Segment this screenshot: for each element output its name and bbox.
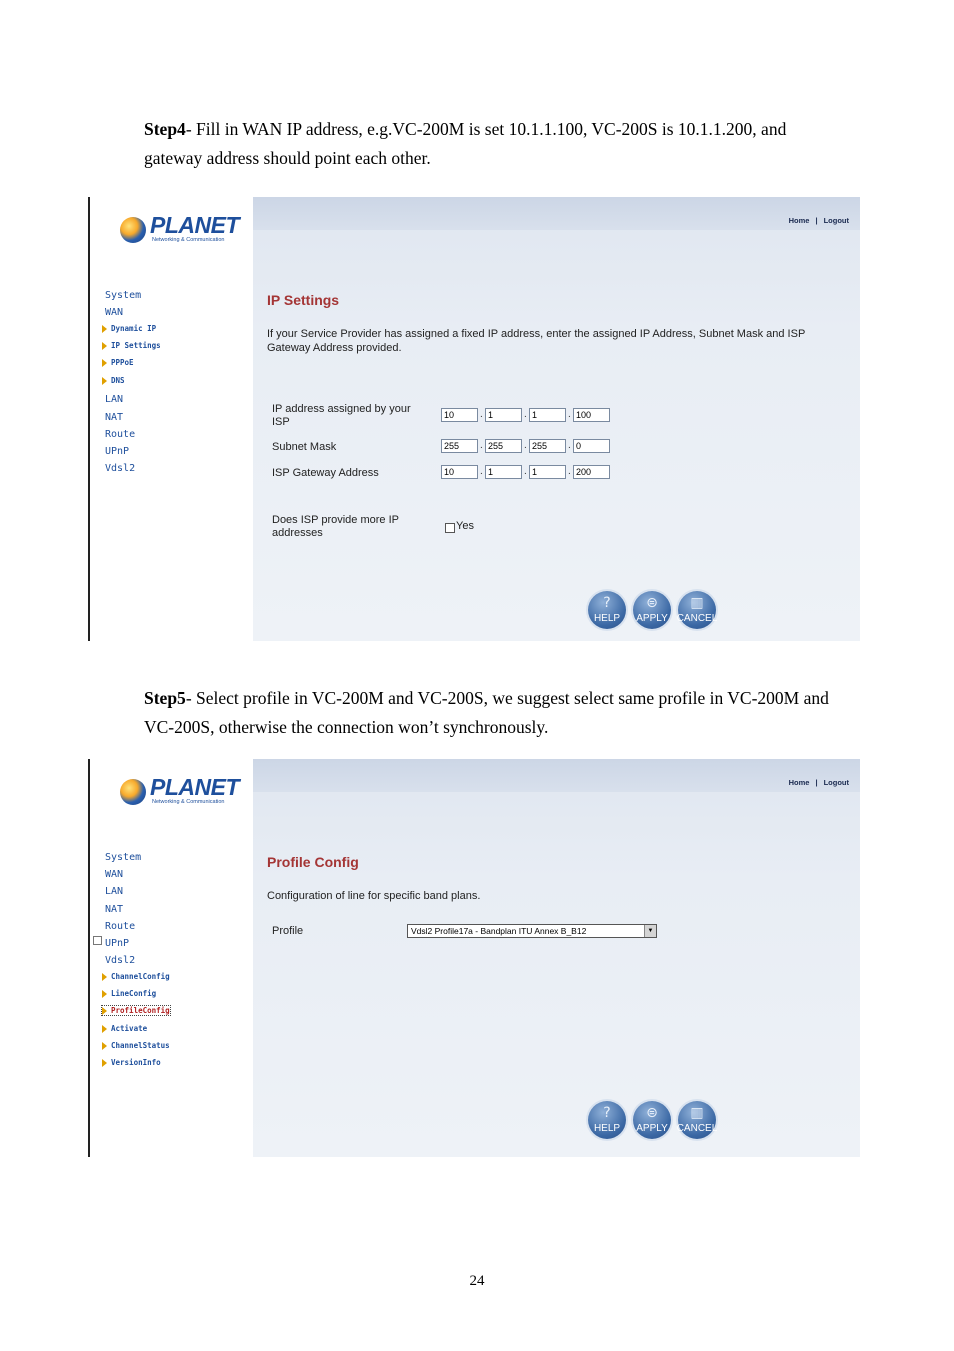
dot: . <box>524 440 527 451</box>
page-number: 24 <box>469 1273 485 1289</box>
nav-line-config[interactable]: LineConfig <box>102 989 156 998</box>
apply-label: APPLY <box>636 1123 668 1134</box>
dot: . <box>568 440 571 451</box>
home-link[interactable]: Home <box>788 778 810 787</box>
cancel-button[interactable] <box>678 1101 716 1139</box>
dot: . <box>480 409 483 420</box>
sidebar <box>90 197 253 641</box>
apply-button[interactable] <box>633 1101 671 1139</box>
help-label: HELP <box>593 1123 621 1134</box>
mask-octet-4[interactable] <box>573 439 610 453</box>
nav-system[interactable]: System <box>105 290 142 301</box>
globe-icon <box>120 217 146 243</box>
nav-lan[interactable]: LAN <box>105 886 124 897</box>
nav-upnp[interactable]: UPnP <box>105 446 130 457</box>
ip-octet-3[interactable] <box>529 408 566 422</box>
page-description: Configuration of line for specific band plans. <box>267 890 481 902</box>
nav-nat[interactable]: NAT <box>105 412 124 423</box>
ip-octet-4[interactable] <box>573 408 610 422</box>
gw-octet-2[interactable] <box>485 465 522 479</box>
logout-link[interactable]: Logout <box>823 216 849 225</box>
profile-label: Profile <box>272 925 304 937</box>
nav-nat[interactable]: NAT <box>105 904 124 915</box>
nav-activate[interactable]: Activate <box>102 1024 147 1033</box>
question-icon: ? <box>603 595 611 611</box>
nav-wan[interactable]: WAN <box>105 869 124 880</box>
top-separator: | <box>815 216 818 225</box>
nav-upnp[interactable]: UPnP <box>105 938 130 949</box>
nav-version-info[interactable]: VersionInfo <box>102 1058 161 1067</box>
profile-config-screenshot <box>88 759 860 1157</box>
top-separator: | <box>815 778 818 787</box>
mask-octet-1[interactable] <box>441 439 478 453</box>
ip-settings-screenshot <box>88 197 860 641</box>
step5-text: - Select profile in VC-200M and VC-200S, we suggest select same profile in VC-200M and VC-200S, otherwise the connection won’t synchronously. <box>144 688 829 737</box>
globe-icon <box>120 779 146 805</box>
planet-logo <box>120 212 239 249</box>
main-panel <box>253 197 860 641</box>
apply-label: APPLY <box>636 613 668 624</box>
planet-logo <box>120 774 239 811</box>
step5-heading: Step5 <box>144 688 186 708</box>
help-button[interactable] <box>588 591 626 629</box>
dot: . <box>524 466 527 477</box>
yes-label: Yes <box>456 520 474 532</box>
apply-icon: ⊜ <box>646 595 658 611</box>
nav-pppoe[interactable]: PPPoE <box>102 358 134 367</box>
page-title: Profile Config <box>267 854 359 870</box>
apply-button[interactable] <box>633 591 671 629</box>
tree-toggle-icon[interactable] <box>93 936 102 945</box>
page-description: If your Service Provider has assigned a fixed IP address, enter the assigned IP Address, Subnet Mask and ISP Gateway Address provided. <box>267 328 806 354</box>
chevron-down-icon[interactable]: ▼ <box>644 925 656 937</box>
nav-route[interactable]: Route <box>105 921 136 932</box>
nav-wan[interactable]: WAN <box>105 307 124 318</box>
more-ip-checkbox[interactable] <box>445 523 455 533</box>
sidebar <box>90 759 253 1157</box>
step4-paragraph <box>144 115 844 173</box>
mask-octet-3[interactable] <box>529 439 566 453</box>
main-panel <box>253 759 860 1157</box>
profile-selected-value: Vdsl2 Profile17a - Bandplan ITU Annex B_B12 <box>411 926 587 936</box>
ip-octet-1[interactable] <box>441 408 478 422</box>
cancel-button[interactable] <box>678 591 716 629</box>
dot: . <box>524 409 527 420</box>
logout-link[interactable]: Logout <box>823 778 849 787</box>
nav-vdsl2[interactable]: Vdsl2 <box>105 955 136 966</box>
more-ip-label: Does ISP provide more IP addresses <box>272 514 399 539</box>
cancel-label: CANCEL <box>676 1123 718 1134</box>
gw-octet-3[interactable] <box>529 465 566 479</box>
apply-icon: ⊜ <box>646 1105 658 1121</box>
nav-system[interactable]: System <box>105 852 142 863</box>
dot: . <box>568 409 571 420</box>
trash-icon: ▥ <box>690 595 704 611</box>
nav-profile-config[interactable]: ProfileConfig <box>102 1006 170 1015</box>
mask-octet-2[interactable] <box>485 439 522 453</box>
trash-icon: ▥ <box>690 1105 704 1121</box>
dot: . <box>480 466 483 477</box>
logo-tagline: Networking & Communication <box>152 237 225 243</box>
logo-word: PLANET <box>150 774 239 800</box>
gateway-label: ISP Gateway Address <box>272 467 379 479</box>
step4-text: - Fill in WAN IP address, e.g.VC-200M is set 10.1.1.100, VC-200S is 10.1.1.200, and gateway address should point each other. <box>144 119 787 168</box>
logo-tagline: Networking & Communication <box>152 799 225 805</box>
nav-dynamic-ip[interactable]: Dynamic IP <box>102 324 156 333</box>
page-title: IP Settings <box>267 292 340 308</box>
dot: . <box>568 466 571 477</box>
home-link[interactable]: Home <box>788 216 810 225</box>
nav-vdsl2[interactable]: Vdsl2 <box>105 463 136 474</box>
ip-octet-2[interactable] <box>485 408 522 422</box>
gw-octet-4[interactable] <box>573 465 610 479</box>
help-label: HELP <box>593 613 621 624</box>
nav-ip-settings[interactable]: IP Settings <box>102 341 161 350</box>
logo-word: PLANET <box>150 212 239 238</box>
step4-heading: Step4 <box>144 119 186 139</box>
nav-dns[interactable]: DNS <box>102 376 125 385</box>
top-bar <box>253 759 860 792</box>
nav-channel-config[interactable]: ChannelConfig <box>102 972 170 981</box>
gw-octet-1[interactable] <box>441 465 478 479</box>
subnet-mask-label: Subnet Mask <box>272 441 337 453</box>
question-icon: ? <box>603 1105 611 1121</box>
nav-route[interactable]: Route <box>105 429 136 440</box>
step5-paragraph <box>144 684 844 742</box>
top-links <box>786 216 852 225</box>
dot: . <box>480 440 483 451</box>
top-bar <box>253 197 860 230</box>
top-links <box>786 778 852 787</box>
nav-lan[interactable]: LAN <box>105 394 124 405</box>
ip-address-label: IP address assigned by your ISP <box>272 403 411 428</box>
cancel-label: CANCEL <box>676 613 718 624</box>
profile-select[interactable] <box>407 924 657 938</box>
help-button[interactable] <box>588 1101 626 1139</box>
nav-channel-status[interactable]: ChannelStatus <box>102 1041 170 1050</box>
